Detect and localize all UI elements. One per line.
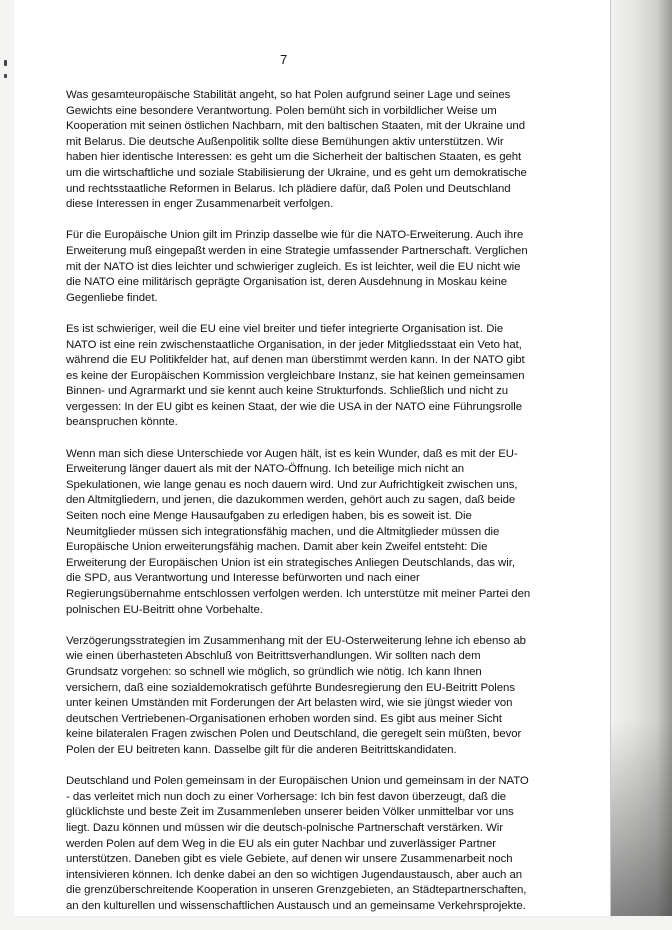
text-line: Deutschland und Polen gemeinsam in der Europäischen Union und gemeinsam in der NATO xyxy=(66,775,529,788)
text-line: unter keinen Umständen mit Forderungen der Art belasten wird, wie sie jüngst wieder von xyxy=(66,697,513,710)
text-line: Wenn man sich diese Unterschiede vor Augen hält, ist es kein Wunder, daß es mit der EU- xyxy=(66,447,518,460)
text-line: und rechtsstaatliche Reformen in Belarus. Ich plädiere dafür, daß Polen und Deutschland xyxy=(66,182,511,195)
paragraph-5 xyxy=(66,634,538,759)
text-line: Erweiterung der Europäischen Union ist ein strategisches Anliegen Deutschlands, das wir, xyxy=(66,556,515,569)
text-line: werden Polen auf dem Weg in die EU als ein guter Nachbar und zuverlässiger Partner xyxy=(66,837,497,850)
text-line: glücklichste und beste Zeit im Zusammenleben unserer beiden Völker unmittelbar vor uns xyxy=(66,806,514,819)
text-line: Es ist schwieriger, weil die EU eine viel breiter und tiefer integrierte Organisation ist. Die xyxy=(66,322,504,335)
text-line: Kooperation mit seinen östlichen Nachbarn, mit den baltischen Staaten, mit der Ukraine und xyxy=(66,120,525,133)
text-line: Was gesamteuropäische Stabilität angeht, so hat Polen aufgrund seiner Lage und seines xyxy=(66,89,511,101)
scan-shadow-edge xyxy=(611,0,672,916)
text-line: Für die Europäische Union gilt im Prinzip dasselbe wie für die NATO-Erweiterung. Auch ihre xyxy=(66,229,524,242)
paragraph-2 xyxy=(66,228,538,306)
text-line: Verzögerungsstrategien im Zusammenhang mit der EU-Osterweiterung lehne ich ebenso ab xyxy=(66,634,526,647)
paragraph-6 xyxy=(66,774,538,914)
text-line: an den kulturellen und wissenschaftlichen Austausch und an gemeinsame Verkehrsprojekte. xyxy=(66,899,526,912)
text-line: Neumitglieder müssen sich integrationsfähig machen, und die Altmitglieder müssen die xyxy=(66,525,500,538)
text-line: mit Belarus. Die deutsche Außenpolitik sollte diese Bemühungen aktiv unterstützen. Wir xyxy=(66,135,504,148)
page-number: 7 xyxy=(280,52,288,67)
text-line: Seiten noch eine Menge Hausaufgaben zu erledigen haben, bis es soweit ist. Die xyxy=(66,510,472,523)
text-line: NATO ist eine rein zwischenstaatliche Organisation, in der jeder Mitgliedsstaat ein Veto hat, xyxy=(66,338,522,351)
text-line: polnischen EU-Beitritt ohne Vorbehalte. xyxy=(66,603,263,616)
text-line: während die EU Politikfelder hat, auf denen man überstimmt werden kann. In der NATO gibt xyxy=(66,354,525,367)
text-line: Erweiterung muß eingepaßt werden in eine Strategie umfassender Partnerschaft. Verglichen xyxy=(66,244,528,257)
text-line: vergessen: In der EU gibt es keinen Staat, der wie die USA in der NATO eine Führungsrolle xyxy=(66,400,523,413)
text-line: keine bilateralen Fragen zwischen Polen und Deutschland, die geregelt sein müßten, bevor xyxy=(66,728,522,741)
text-line: den Altmitgliedern, und jenen, die dazukommen werden, gehört auch zu sagen, daß beide xyxy=(66,494,516,507)
text-line: die grenzüberschreitende Kooperation in unseren Grenzgebieten, an Städtepartnerschaften, xyxy=(66,884,527,897)
scan-mark xyxy=(4,60,7,66)
text-line: Gewichts eine besondere Verantwortung. Polen bemüht sich in vorbildlicher Weise um xyxy=(66,104,497,117)
text-line: Europäische Union erweiterungsfähig machen. Damit aber kein Zweifel entsteht: Die xyxy=(66,541,488,554)
paragraph-3 xyxy=(66,322,538,431)
text-line: mit der NATO ist dies leichter und schwieriger zugleich. Es ist leichter, weil die EU nicht wie xyxy=(66,260,521,273)
text-line: es keine der Europäischen Kommission vergleichbare Instanz, sie hat keinen gemeinsamen xyxy=(66,369,525,382)
text-line: - das verleitet mich nun doch zu einer Vorhersage: Ich bin fest davon überzeugt, daß die xyxy=(66,790,507,803)
text-line: die NATO eine militärisch geprägte Organisation ist, deren Ausdehnung in Moskau keine xyxy=(66,276,508,289)
text-line: um die wirtschaftliche und soziale Stabilisierung der Ukraine, und es geht um demokratische xyxy=(66,166,527,179)
text-line: beanspruchen könnte. xyxy=(66,416,178,429)
text-line: versichern, daß eine sozialdemokratisch geführte Bundesregierung den EU-Beitritt Polens xyxy=(66,681,515,694)
text-line: unterstützen. Daneben gibt es viele Gebiete, auf denen wir unsere Zusammenarbeit noch xyxy=(66,853,513,866)
text-line: deutschen Vertriebenen-Organisationen erhoben worden sind. Es gibt aus meiner Sicht xyxy=(66,712,502,725)
text-line: diese Interessen in enger Zusammenarbeit verfolgen. xyxy=(66,198,334,211)
text-line: Grundsatz vorgehen: so schnell wie möglich, so gründlich wie nötig. Ich kann Ihnen xyxy=(66,665,482,678)
text-line: wie einen überhasteten Abschluß von Beitrittsverhandlungen. Wir sollten nach dem xyxy=(66,650,481,663)
text-line: liegt. Dazu können und müssen wir die deutsch-polnische Partnerschaft verstärken. Wir xyxy=(66,821,504,834)
text-line: Regierungsübernahme entschlossen verfolgen werden. Ich unterstütze mit meiner Partei den xyxy=(66,588,531,600)
text-line: Erweiterung länger dauert als mit der NATO-Öffnung. Ich beteilige mich nicht an xyxy=(66,463,465,476)
paragraph-4 xyxy=(66,447,538,619)
text-line: Binnen- und Agrarmarkt und sie kennt auch keine Strukturfonds. Schließlich und nicht zu xyxy=(66,385,509,398)
text-line: Spekulationen, wie lange genau es noch dauern wird. Und zur Aufrichtigkeit zwischen uns, xyxy=(66,478,518,491)
text-line: Polen der EU beitreten kann. Dasselbe gilt für die anderen Beitrittskandidaten. xyxy=(66,743,457,756)
scan-mark xyxy=(4,74,7,78)
text-line: haben hier identische Interessen: es geht um die Sicherheit der baltischen Staaten, es geht xyxy=(66,151,522,164)
text-line: Gegenliebe findet. xyxy=(66,291,158,304)
text-line: intensivieren können. Ich denke dabei an den so wichtigen Jugendaustausch, aber auch an xyxy=(66,868,523,881)
paragraph-1 xyxy=(66,88,538,213)
body-text xyxy=(66,88,538,930)
text-line: die SPD, aus Verantwortung und Interesse befürworten und nach einer xyxy=(66,572,420,585)
